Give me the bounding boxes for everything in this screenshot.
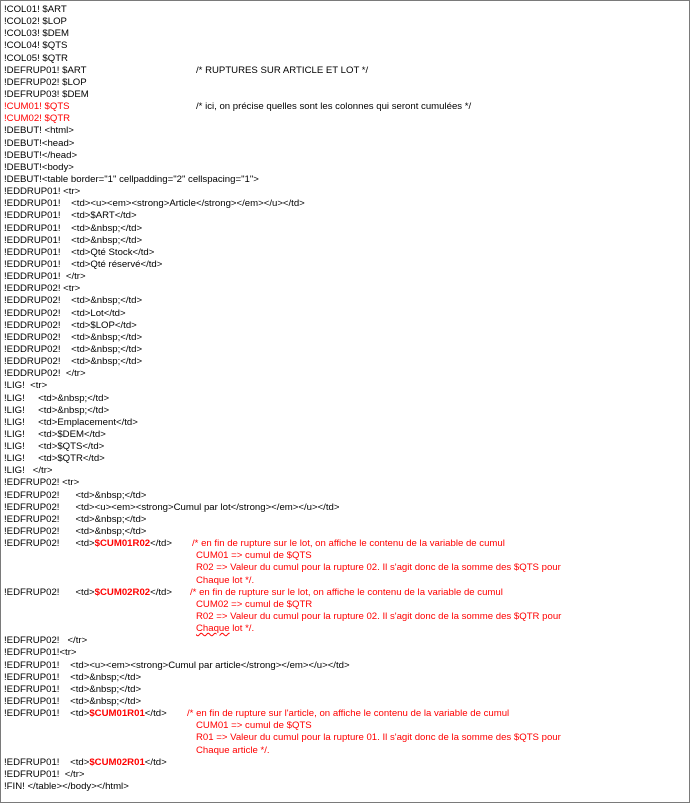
code-line <box>1 28 689 40</box>
code-prefix: !EDFRUP02! <td>&nbsp;</td> <box>4 489 147 501</box>
code-prefix: !CUM01! $QTS <box>4 101 70 113</box>
code-text <box>4 587 172 599</box>
code-line <box>1 550 689 562</box>
code-text <box>4 65 86 77</box>
code-line <box>1 672 689 684</box>
code-line <box>1 186 689 198</box>
code-text <box>4 417 138 429</box>
code-prefix: !EDFRUP01! <td> <box>4 756 90 768</box>
code-prefix: !COL02! $LOP <box>4 16 67 28</box>
code-line <box>1 526 689 538</box>
code-text <box>4 465 53 477</box>
code-text <box>4 259 162 271</box>
code-text <box>4 684 141 696</box>
code-prefix: !LIG! <tr> <box>4 380 48 392</box>
code-suffix: </td> <box>150 538 172 550</box>
code-text <box>4 502 339 514</box>
code-prefix: !EDDRUP01! <td>Qté Stock</td> <box>4 246 155 258</box>
code-prefix: !DEBUT!<head> <box>4 137 75 149</box>
code-prefix: !EDDRUP01! <tr> <box>4 186 81 198</box>
code-line <box>1 441 689 453</box>
code-line <box>1 223 689 235</box>
code-text <box>4 781 129 793</box>
code-line <box>1 332 689 344</box>
code-text <box>4 40 67 52</box>
comment-continuation: R02 => Valeur du cumul pour la rupture 02. Il s'agit donc de la somme des $QTR pour <box>196 611 562 623</box>
code-line <box>1 4 689 16</box>
code-text <box>4 477 79 489</box>
code-text <box>4 708 167 720</box>
code-line <box>1 101 689 113</box>
code-text <box>4 113 70 125</box>
code-text <box>4 647 77 659</box>
code-prefix: !FIN! </table></body></html> <box>4 781 129 792</box>
code-line <box>1 89 689 101</box>
code-line <box>1 210 689 222</box>
code-prefix: !LIG! <td>$QTS</td> <box>4 441 105 453</box>
code-text <box>4 453 105 465</box>
code-line <box>1 138 689 150</box>
code-text <box>4 210 137 222</box>
code-text <box>4 441 104 453</box>
cumul-variable: $CUM02R02 <box>94 586 151 598</box>
code-prefix: !LIG! <td>&nbsp;</td> <box>4 404 110 416</box>
code-text <box>4 125 74 137</box>
code-text <box>4 77 87 89</box>
code-prefix: !EDDRUP02! <td>&nbsp;</td> <box>4 295 143 307</box>
code-line <box>1 162 689 174</box>
code-text <box>4 198 305 210</box>
code-prefix: !EDFRUP02! <td>&nbsp;</td> <box>4 526 147 538</box>
code-line <box>1 623 689 635</box>
code-prefix: !EDFRUP02! <td> <box>4 586 95 598</box>
code-text <box>4 356 142 368</box>
cumul-variable: $CUM01R02 <box>94 538 151 550</box>
code-text <box>4 235 142 247</box>
comment-continuation: CUM01 => cumul de $QTS <box>196 720 312 732</box>
code-text <box>4 332 142 344</box>
code-comment: /* ici, on précise quelles sont les colonnes qui seront cumulées */ <box>196 101 472 113</box>
code-text <box>4 514 146 526</box>
code-prefix: !EDFRUP01! <td> <box>4 708 90 720</box>
code-prefix: !DEFRUP02! $LOP <box>4 76 87 88</box>
code-line <box>1 514 689 526</box>
code-text <box>4 295 142 307</box>
code-comment: /* en fin de rupture sur l'article, on affiche le contenu de la variable de cumul <box>187 708 510 720</box>
code-line <box>1 271 689 283</box>
code-listing <box>1 4 689 793</box>
code-prefix: !EDDRUP02! <td>Lot</td> <box>4 307 126 319</box>
code-line <box>1 684 689 696</box>
code-line <box>1 393 689 405</box>
code-prefix: !DEFRUP03! $DEM <box>4 88 89 100</box>
code-prefix: !LIG! <td>$DEM</td> <box>4 428 106 440</box>
code-prefix: !EDFRUP01! <td><u><em><strong>Cumul par article</strong></em></u></td> <box>4 659 350 671</box>
code-comment: /* RUPTURES SUR ARTICLE ET LOT */ <box>196 64 369 76</box>
code-text <box>4 283 80 295</box>
code-text <box>4 380 47 392</box>
code-suffix: </td> <box>144 756 167 768</box>
comment-continuation: Chaque lot */. <box>196 574 255 586</box>
code-line <box>1 368 689 380</box>
code-prefix: !EDFRUP01! </tr> <box>4 768 85 780</box>
code-prefix: !DEBUT! <html> <box>4 125 74 137</box>
code-prefix: !DEBUT!<body> <box>4 161 74 173</box>
code-prefix: !EDFRUP02! </tr> <box>4 635 88 647</box>
code-prefix: !CUM02! $QTR <box>4 113 71 125</box>
code-text <box>4 271 86 283</box>
code-line <box>1 647 689 659</box>
code-line <box>1 283 689 295</box>
code-line <box>1 502 689 514</box>
code-text <box>4 138 74 150</box>
code-line <box>1 40 689 52</box>
code-line <box>1 708 689 720</box>
code-prefix: !EDDRUP01! <td>$ART</td> <box>4 210 137 222</box>
code-text <box>4 672 141 684</box>
code-prefix: !LIG! <td>Emplacement</td> <box>4 416 138 428</box>
cumul-variable: $CUM02R01 <box>89 756 145 768</box>
code-text <box>4 320 137 332</box>
code-line <box>1 405 689 417</box>
code-line <box>1 757 689 769</box>
code-text <box>4 53 68 65</box>
code-text <box>4 757 167 769</box>
code-prefix: !EDDRUP01! <td>&nbsp;</td> <box>4 222 143 234</box>
code-suffix: </td> <box>150 586 172 598</box>
code-text <box>4 4 67 16</box>
code-line <box>1 599 689 611</box>
code-prefix: !EDFRUP02! <td>&nbsp;</td> <box>4 513 147 525</box>
code-line <box>1 320 689 332</box>
code-line <box>1 781 689 793</box>
code-suffix: </td> <box>144 708 167 720</box>
code-text <box>4 101 70 113</box>
code-line <box>1 635 689 647</box>
code-text <box>4 405 109 417</box>
code-text <box>4 429 106 441</box>
code-line <box>1 380 689 392</box>
code-text <box>4 28 69 40</box>
code-prefix: !COL05! $QTR <box>4 52 68 64</box>
code-line <box>1 295 689 307</box>
code-line <box>1 247 689 259</box>
code-line <box>1 587 689 599</box>
comment-continuation: CUM01 => cumul de $QTS <box>196 550 312 562</box>
code-line <box>1 174 689 186</box>
code-prefix: !LIG! <td>$QTR</td> <box>4 453 105 465</box>
code-prefix: !EDFRUP01! <td>&nbsp;</td> <box>4 683 142 695</box>
comment-continuation <box>196 623 254 635</box>
code-line <box>1 77 689 89</box>
code-prefix: !DEBUT!<table border="1" cellpadding="2" cellspacing="1"> <box>4 173 259 185</box>
code-prefix: !LIG! <td>&nbsp;</td> <box>4 392 110 404</box>
code-text <box>4 526 146 538</box>
code-text <box>4 16 67 28</box>
comment-rest: lot */. <box>229 623 255 635</box>
code-text <box>4 174 259 186</box>
comment-continuation: R02 => Valeur du cumul pour la rupture 02. Il s'agit donc de la somme des $QTS pour <box>196 562 561 574</box>
code-text <box>4 769 85 781</box>
code-prefix: !EDDRUP02! <td>&nbsp;</td> <box>4 343 143 355</box>
code-text <box>4 490 146 502</box>
code-prefix: !EDDRUP02! <td>&nbsp;</td> <box>4 331 143 343</box>
code-text <box>4 186 80 198</box>
code-text <box>4 538 172 550</box>
code-line <box>1 490 689 502</box>
code-line <box>1 562 689 574</box>
code-text <box>4 247 154 259</box>
code-prefix: !EDFRUP01! <td>&nbsp;</td> <box>4 671 142 683</box>
code-comment: /* en fin de rupture sur le lot, on affiche le contenu de la variable de cumul <box>192 538 505 550</box>
code-line <box>1 453 689 465</box>
code-prefix: !EDDRUP01! </tr> <box>4 271 86 283</box>
code-line <box>1 429 689 441</box>
code-line <box>1 477 689 489</box>
comment-continuation: CUM02 => cumul de $QTR <box>196 598 313 610</box>
code-line <box>1 660 689 672</box>
code-line <box>1 65 689 77</box>
code-line <box>1 732 689 744</box>
code-prefix: !DEBUT!</head> <box>4 149 78 161</box>
code-line <box>1 538 689 550</box>
code-prefix: !EDDRUP01! <td>&nbsp;</td> <box>4 234 143 246</box>
code-text <box>4 162 74 174</box>
code-line <box>1 308 689 320</box>
code-line <box>1 465 689 477</box>
spellcheck-word: Chaque <box>196 623 230 635</box>
code-line <box>1 53 689 65</box>
code-prefix: !LIG! </tr> <box>4 465 53 477</box>
code-prefix: !EDDRUP01! <td>Qté réservé</td> <box>4 258 163 270</box>
code-line <box>1 150 689 162</box>
code-prefix: !EDDRUP02! <td>&nbsp;</td> <box>4 356 143 368</box>
code-text <box>4 89 89 101</box>
code-prefix: !EDDRUP01! <td><u><em><strong>Article</strong></em></u></td> <box>4 198 305 210</box>
code-prefix: !EDDRUP02! </tr> <box>4 368 86 380</box>
code-text <box>4 660 350 672</box>
code-prefix: !EDFRUP02! <td> <box>4 538 95 550</box>
code-text <box>4 308 126 320</box>
code-text <box>4 344 142 356</box>
code-line <box>1 720 689 732</box>
code-line <box>1 745 689 757</box>
code-line <box>1 769 689 781</box>
code-prefix: !EDFRUP01! <td>&nbsp;</td> <box>4 696 142 708</box>
code-line <box>1 344 689 356</box>
code-prefix: !EDDRUP02! <tr> <box>4 283 81 295</box>
cumul-variable: $CUM01R01 <box>89 708 145 720</box>
code-prefix: !COL01! $ART <box>4 4 67 15</box>
code-line <box>1 356 689 368</box>
comment-continuation: Chaque article */. <box>196 744 270 756</box>
code-text <box>4 393 109 405</box>
code-line <box>1 235 689 247</box>
code-text <box>4 150 77 162</box>
code-line <box>1 125 689 137</box>
code-line <box>1 198 689 210</box>
code-prefix: !EDFRUP02! <td><u><em><strong>Cumul par lot</strong></em></u></td> <box>4 501 340 513</box>
code-comment: /* en fin de rupture sur le lot, on affiche le contenu de la variable de cumul <box>190 586 503 598</box>
code-prefix: !EDFRUP01!<tr> <box>4 647 77 659</box>
code-line <box>1 113 689 125</box>
code-line <box>1 611 689 623</box>
code-text <box>4 368 86 380</box>
code-line <box>1 259 689 271</box>
code-line <box>1 575 689 587</box>
code-line <box>1 16 689 28</box>
code-text <box>4 696 141 708</box>
code-line <box>1 696 689 708</box>
code-prefix: !COL03! $DEM <box>4 28 70 40</box>
code-prefix: !DEFRUP01! $ART <box>4 64 87 76</box>
code-text <box>4 635 87 647</box>
code-prefix: !EDFRUP02! <tr> <box>4 477 80 489</box>
code-prefix: !EDDRUP02! <td>$LOP</td> <box>4 319 137 331</box>
comment-continuation: R01 => Valeur du cumul pour la rupture 01. Il s'agit donc de la somme des $QTS pour <box>196 732 561 744</box>
code-line <box>1 417 689 429</box>
code-text <box>4 223 142 235</box>
code-prefix: !COL04! $QTS <box>4 40 68 52</box>
